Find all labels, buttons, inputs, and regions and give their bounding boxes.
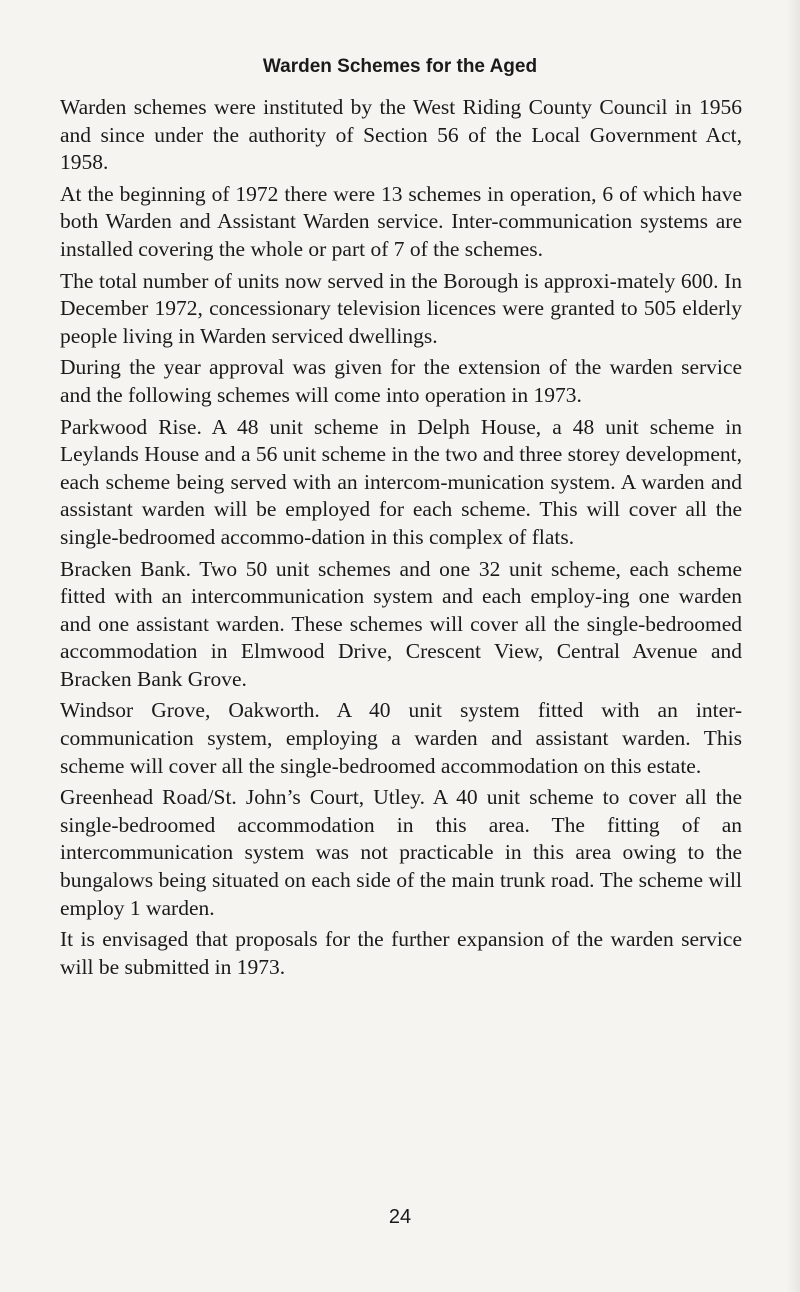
body-text [60, 94, 742, 985]
paragraph-units-served: The total number of units now served in the Borough is approxi-mately 600. In December 1972, concessionary television licences were granted to 505 elderly people living in Warden serviced dwellings. [60, 268, 742, 348]
paragraph-windsor-grove: Windsor Grove, Oakworth. A 40 unit system fitted with an inter-communication system, employing a warden and assistant warden. This scheme will cover all the single-bedroomed accommodation on this estate. [60, 698, 742, 778]
paragraph-schemes-in-operation: At the beginning of 1972 there were 13 schemes in operation, 6 of which have both Warden and Assistant Warden service. Inter-communication systems are installed covering the whole or part of 7 of the schemes. [60, 181, 742, 261]
paragraph-greenhead-road: Greenhead Road/St. John’s Court, Utley. A 40 unit scheme to cover all the single-bedroomed accommodation in this area. The fitting of an intercommunication system was not practicable in this area owing to the bungalows being situated on each side of the main trunk road. The scheme will employ 1 warden. [60, 785, 742, 920]
paragraph-bracken-bank: Bracken Bank. Two 50 unit schemes and one 32 unit scheme, each scheme fitted with an intercommunication system and each employ-ing one warden and one assistant warden. These schemes will cover all the single-bedroomed accommodation in Elmwood Drive, Crescent View, Central Avenue and Bracken Bank Grove. [60, 556, 742, 691]
page-heading: Warden Schemes for the Aged [262, 56, 538, 77]
page-edge-shadow [786, 0, 800, 1292]
paragraph-further-expansion: It is envisaged that proposals for the further expansion of the warden service will be submitted in 1973. [60, 927, 742, 979]
paragraph-warden-schemes-origin: Warden schemes were instituted by the West Riding County Council in 1956 and since under the authority of Section 56 of the Local Government Act, 1958. [60, 95, 742, 175]
page-number: 24 [388, 1206, 412, 1228]
paragraph-approval-extension: During the year approval was given for the extension of the warden service and the following schemes will come into operation in 1973. [60, 355, 742, 407]
paragraph-parkwood-rise: Parkwood Rise. A 48 unit scheme in Delph House, a 48 unit scheme in Leylands House and a 56 unit scheme in the two and three storey development, each scheme being served with an intercom-munication system. A warden and assistant warden will be employed for each scheme. This will cover all the single-bedroomed accommo-dation in this complex of flats. [60, 414, 742, 549]
